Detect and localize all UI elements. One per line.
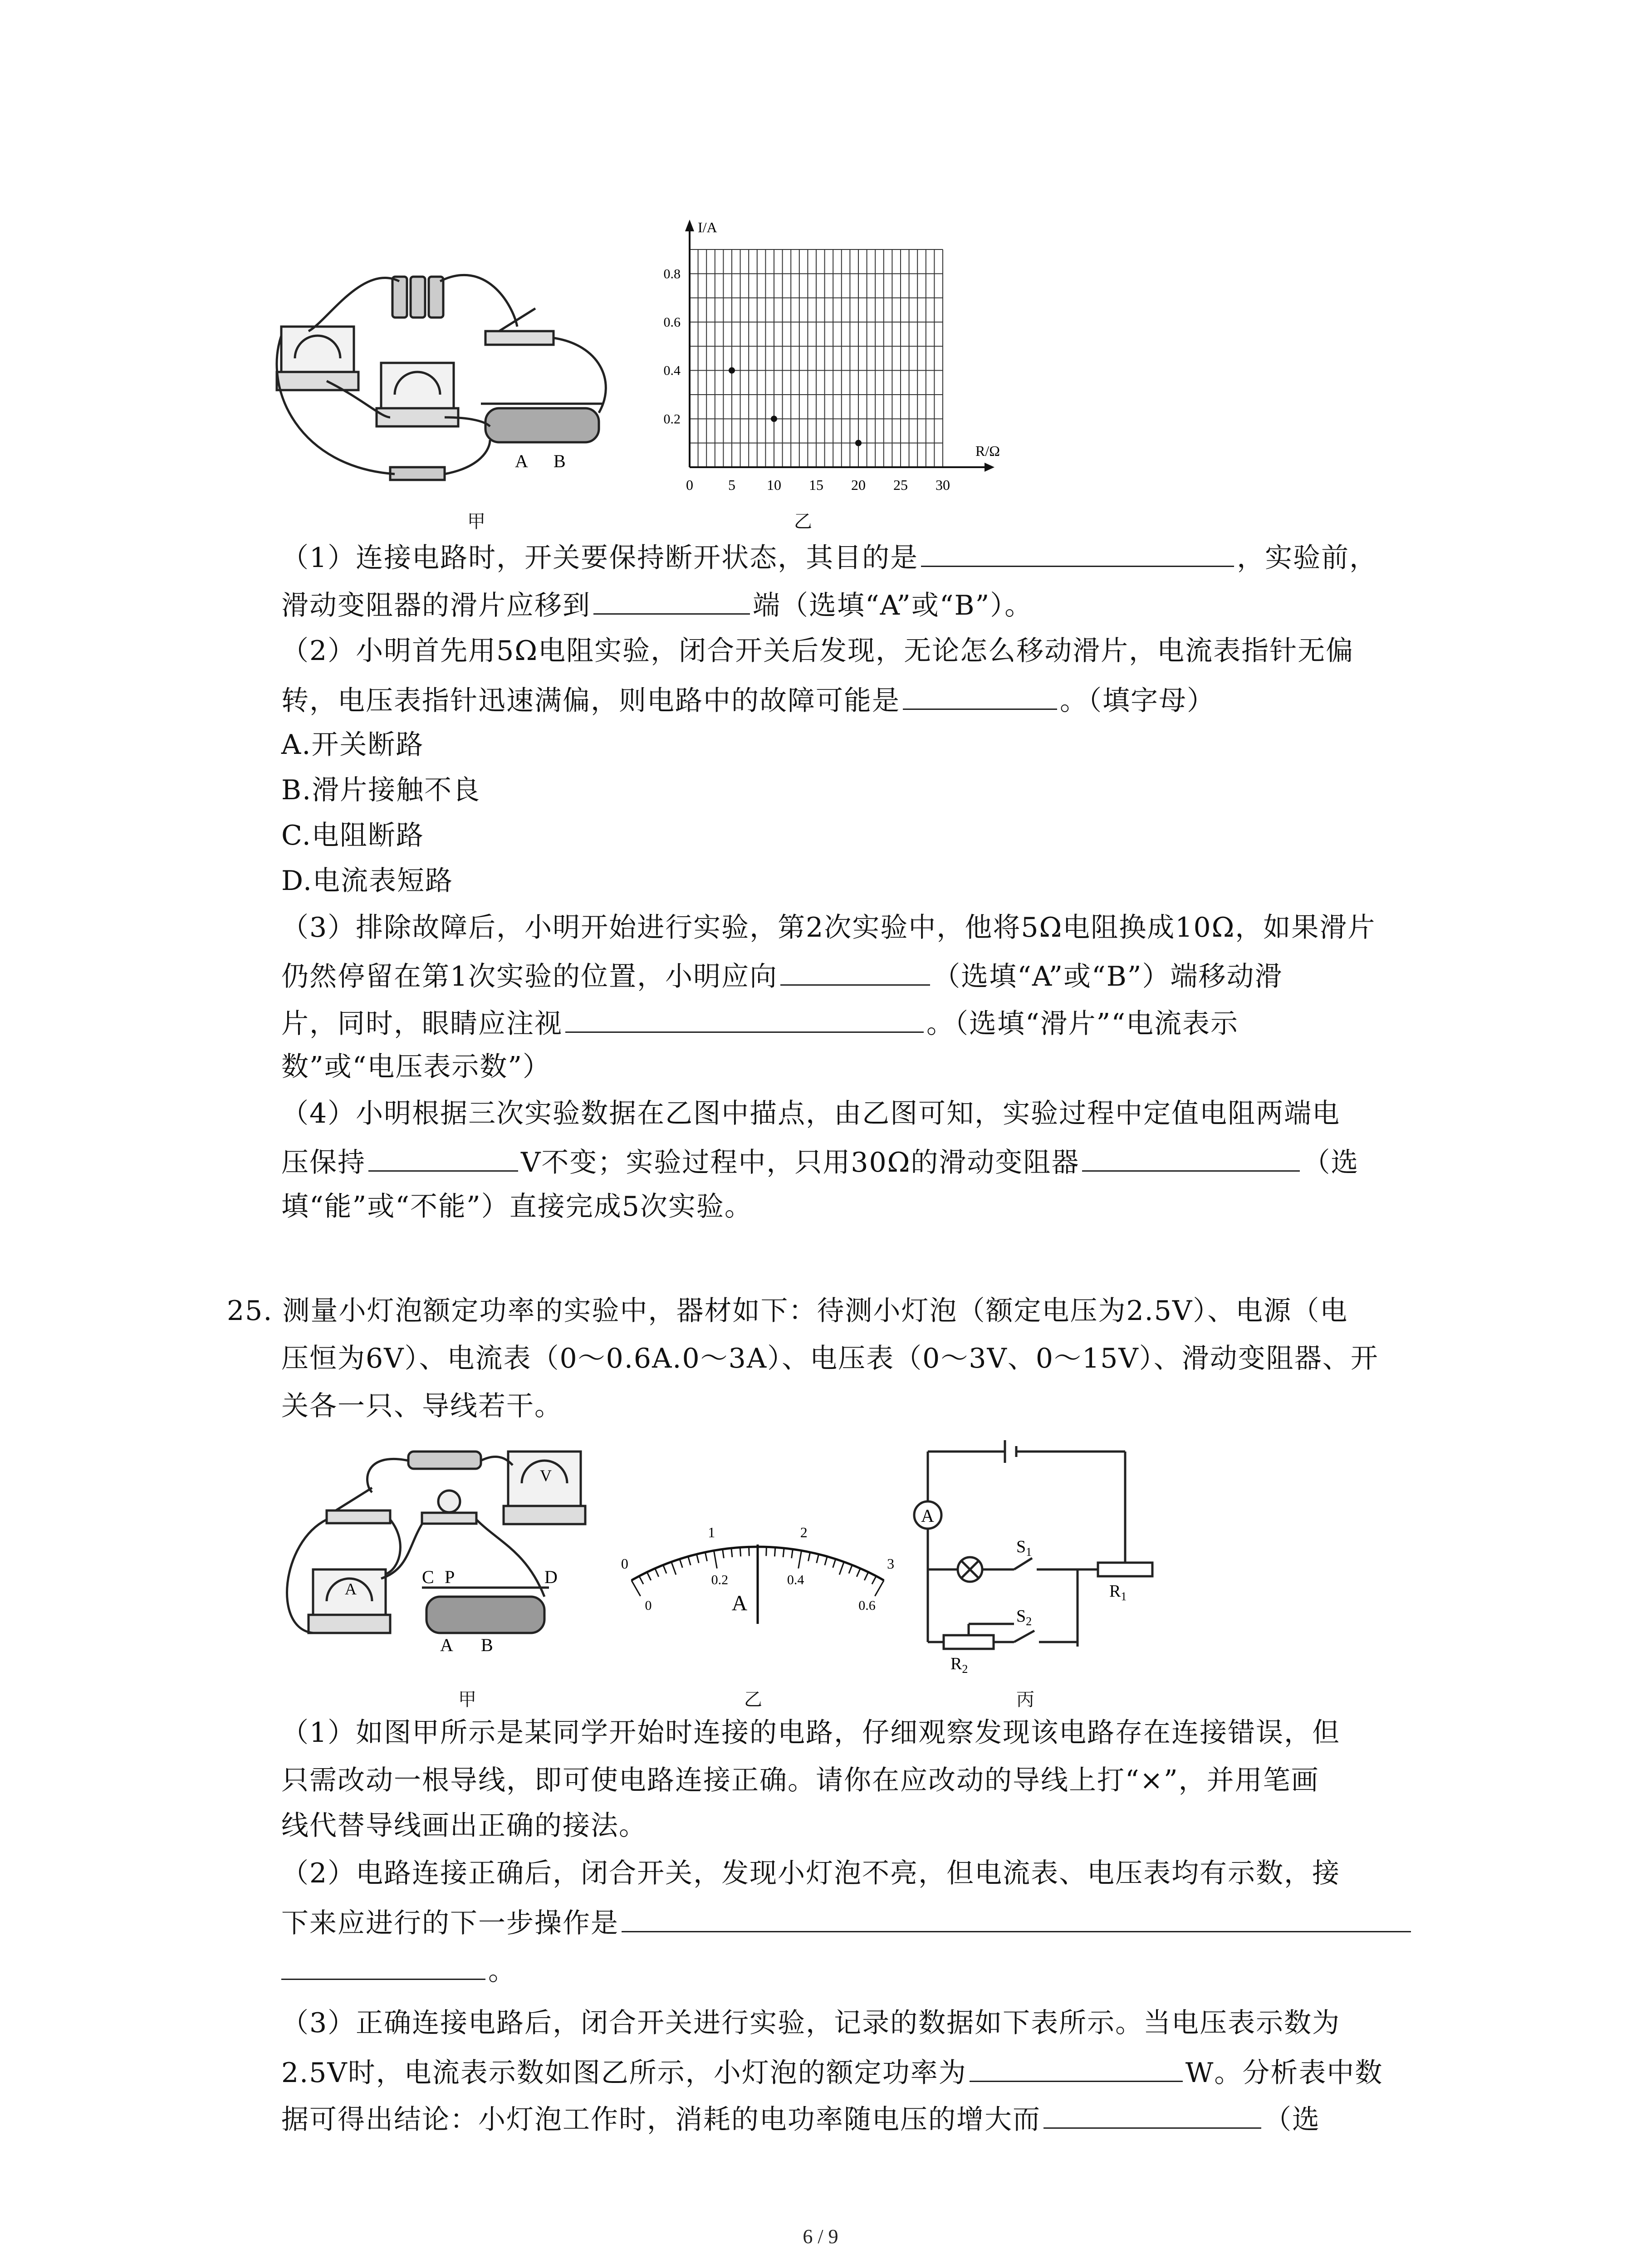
q24-blank-can[interactable] (1082, 1147, 1300, 1172)
dial-tick (705, 1552, 707, 1561)
dial-tick (875, 1580, 884, 1596)
circuit-diagram (903, 1433, 1166, 1674)
q24-blank-purpose[interactable] (921, 542, 1234, 567)
x-tick-label: 20 (851, 477, 866, 493)
dial-outer-tick-label: 0 (621, 1555, 628, 1572)
dial-tick (639, 1576, 643, 1584)
q25-intro-1: 25. 测量小灯泡额定功率的实验中，器材如下：待测小灯泡（额定电压为2.5V）、电源（电 (227, 1295, 1348, 1327)
q24-blank-voltage[interactable] (368, 1147, 518, 1172)
dial-tick (864, 1572, 868, 1580)
dial-outer-tick-label: 2 (800, 1524, 808, 1540)
ammeter-dial (617, 1474, 898, 1624)
jia-voltmeter-label: V (540, 1466, 552, 1485)
circuit-r2-label: $R_2$ (950, 1654, 968, 1674)
dial-tick (671, 1562, 676, 1574)
dial-tick (792, 1549, 793, 1558)
dial-tick (783, 1548, 784, 1557)
jia-label-p: P (445, 1567, 455, 1587)
dial-inner-tick-label: 0 (645, 1598, 652, 1613)
x-tick-label: 5 (728, 477, 735, 493)
q24-line-3: （2）小明首先用5Ω电阻实验，闭合开关后发现，无论怎么移动滑片，电流表指针无偏 (281, 635, 1354, 667)
dial-tick (849, 1565, 852, 1574)
q25-line-6: 。 (281, 1955, 516, 1984)
q24-option-a: A.开关断路 (281, 729, 424, 761)
dial-tick (774, 1547, 775, 1556)
jia-label-b: B (481, 1635, 493, 1655)
circuit-r1-label: $R_1$ (1109, 1582, 1127, 1603)
dial-tick (808, 1552, 810, 1561)
q25-line-8: 2.5V时，电流表示数如图乙所示，小灯泡的额定功率为 W。分析表中数 (281, 2057, 1383, 2089)
q24-option-b: B.滑片接触不良 (281, 774, 481, 806)
q24-line-10: 压保持 V不变；实验过程中，只用30Ω的滑动变阻器 （选 (281, 1147, 1359, 1178)
q25-line-5: 下来应进行的下一步操作是 (281, 1907, 1414, 1937)
circuit-s2-label: $S_2$ (1016, 1607, 1032, 1628)
q25-line-4: （2）电路连接正确后，闭合开关，发现小灯泡不亮，但电流表、电压表均有示数，接 (281, 1857, 1341, 1889)
q24-line-4: 转，电压表指针迅速满偏，则电路中的故障可能是 。（填字母） (281, 685, 1215, 717)
q24-blank-slider-end[interactable] (593, 590, 750, 615)
q25-line-9: 据可得出结论：小灯泡工作时，消耗的电功率随电压的增大而 （选 (281, 2104, 1320, 2136)
data-point (771, 415, 777, 422)
dial-inner-tick-label: 0.6 (858, 1598, 876, 1613)
jia-label-a: A (440, 1635, 453, 1655)
dial-tick (663, 1565, 666, 1574)
y-tick-label: 0.4 (663, 363, 681, 378)
y-tick-label: 0.2 (663, 411, 681, 427)
figure-1-caption-yi: 乙 (794, 511, 812, 532)
x-axis-arrow (985, 463, 994, 472)
x-tick-label: 25 (893, 477, 908, 493)
x-tick-label: 15 (809, 477, 823, 493)
y-axis-label: I/A (698, 219, 717, 235)
dial-tick (723, 1549, 724, 1558)
figure-2-caption-yi: 乙 (744, 1689, 762, 1710)
dial-tick (825, 1556, 827, 1565)
figure-2-caption-bing: 丙 (1016, 1689, 1034, 1710)
terminal-a-label: A (515, 451, 528, 471)
dial-tick (857, 1569, 860, 1577)
dial-tick (839, 1562, 844, 1574)
dial-tick (766, 1547, 767, 1556)
x-axis-label: R/Ω (975, 443, 1000, 459)
q24-blank-fault[interactable] (903, 685, 1057, 710)
page-number: 6 / 9 (803, 2225, 838, 2248)
q25-intro-2: 压恒为6V）、电流表（0～0.6A.0～3A）、电压表（0～3V、0～15V）、滑动变阻器、开 (281, 1343, 1379, 1374)
dial-inner-tick-label: 0.4 (787, 1572, 804, 1588)
q24-line-9: （4）小明根据三次实验数据在乙图中描点，由乙图可知，实验过程中定值电阻两端电 (281, 1098, 1341, 1129)
figure-1-apparatus (272, 254, 662, 499)
q25-line-3: 线代替导线画出正确的接法。 (281, 1810, 647, 1842)
dial-tick (632, 1580, 641, 1596)
q24-blank-direction[interactable] (780, 961, 930, 986)
q25-line-7: （3）正确连接电路后，闭合开关进行实验，记录的数据如下表所示。当电压表示数为 (281, 2007, 1341, 2039)
dial-tick (731, 1548, 732, 1557)
circuit-ammeter-label: A (921, 1505, 934, 1526)
q25-line-2: 只需改动一根导线，即可使电路连接正确。请你在应改动的导线上打“×”，并用笔画 (281, 1765, 1319, 1796)
q24-line-2: 滑动变阻器的滑片应移到 端（选填“A”或“B”）。 (281, 590, 1033, 621)
dial-tick (817, 1554, 819, 1563)
q25-blank-power[interactable] (970, 2057, 1183, 2082)
q25-blank-next-step[interactable] (622, 1907, 1411, 1932)
x-tick-label: 0 (686, 477, 693, 493)
y-tick-label: 0.6 (663, 315, 681, 330)
q24-line-11: 填“能”或“不能”）直接完成5次实验。 (281, 1191, 753, 1222)
jia-label-c: C (422, 1567, 434, 1587)
dial-outer-tick-label: 1 (708, 1524, 715, 1540)
q24-blank-watch[interactable] (565, 1008, 924, 1033)
q24-line-7: 片，同时，眼睛应注视 。（选填“滑片”“电流表示 (281, 1008, 1239, 1040)
circuit-s1-label: $S_1$ (1016, 1537, 1032, 1559)
y-tick-label: 0.8 (663, 266, 681, 282)
dial-unit-label: A (731, 1591, 748, 1615)
q25-line-1: （1）如图甲所示是某同学开始时连接的电路，仔细观察发现该电路存在连接错误，但 (281, 1717, 1341, 1749)
jia-label-d: D (544, 1567, 558, 1587)
q25-intro-3: 关各一只、导线若干。 (281, 1390, 563, 1422)
jia-ammeter-label: A (345, 1580, 357, 1598)
dial-tick (680, 1559, 682, 1568)
dial-tick (647, 1572, 651, 1580)
dial-tick (833, 1559, 836, 1568)
current-resistance-chart (644, 213, 1007, 494)
q24-option-c: C.电阻断路 (281, 820, 424, 851)
dial-inner-tick-label: 0.2 (711, 1572, 729, 1588)
data-point (855, 440, 862, 446)
figure-1-caption-jia: 甲 (467, 511, 485, 532)
dial-tick (872, 1576, 876, 1584)
dial-tick (696, 1554, 699, 1563)
figure-2-apparatus (272, 1433, 608, 1669)
q24-line-5: （3）排除故障后，小明开始进行实验，第2次实验中，他将5Ω电阻换成10Ω，如果滑片 (281, 912, 1376, 943)
q25-blank-next-step-cont[interactable] (281, 1955, 485, 1980)
figure-2-caption-jia: 甲 (458, 1689, 476, 1710)
y-axis-arrow (685, 220, 694, 231)
x-tick-label: 30 (936, 477, 950, 493)
dial-tick (798, 1550, 802, 1568)
dial-tick (688, 1556, 691, 1565)
q24-line-6: 仍然停留在第1次实验的位置，小明应向 （选填“A”或“B”）端移动滑 (281, 961, 1283, 992)
q25-blank-trend[interactable] (1043, 2104, 1261, 2129)
q24-line-1: （1）连接电路时，开关要保持断开状态，其目的是 ，实验前， (281, 542, 1378, 574)
dial-tick (655, 1569, 659, 1577)
x-tick-label: 10 (767, 477, 781, 493)
q24-option-d: D.电流表短路 (281, 865, 454, 897)
dial-outer-tick-label: 3 (887, 1555, 895, 1572)
data-point (729, 367, 735, 374)
q24-line-8: 数”或“电压表示数”） (281, 1051, 551, 1083)
dial-tick (714, 1550, 717, 1568)
terminal-b-label: B (554, 451, 566, 471)
